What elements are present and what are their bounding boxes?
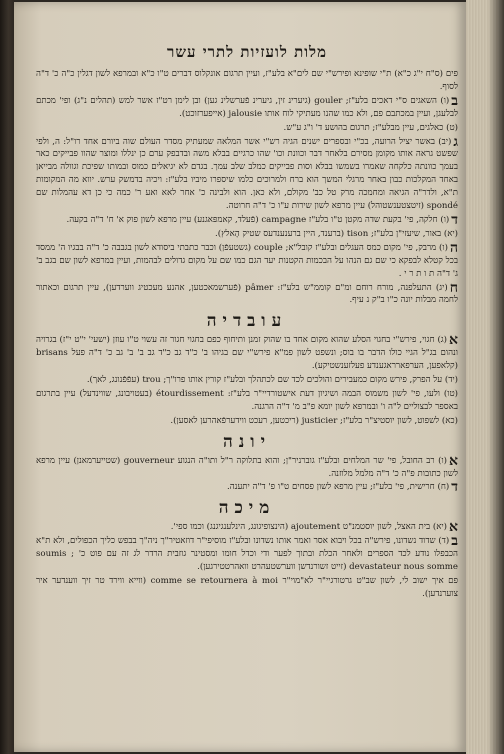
entry-paragraph <box>36 239 458 281</box>
entry-lead-letter: ג <box>453 133 458 150</box>
entry-paragraph <box>36 481 458 494</box>
entry-paragraph <box>36 211 458 228</box>
entry-lead-letter: א <box>449 452 459 469</box>
entry-text: (יא) באור, שיעזי"ן בלע"ז; tison (ברענד, היין ברענענדעס שטיק הָאלץ). <box>214 228 458 239</box>
entry-text: (יד) על הפרק, פירש מקום כמעבירים והולכים לכד שם לכתהלך ובלע"ז קורין אותו פרו"ך; trou (עפֿפֿנונג, לאך). <box>86 375 458 386</box>
page-content <box>36 42 458 732</box>
book-spine-edge <box>0 0 14 754</box>
entry-lead-letter: ד <box>451 479 458 496</box>
entry-text: (ו) חלקה, פי' בקעת שדה מקטן ט"ו בלע"ז campagne (פֿעלד, קאמפּאגנע) עיין מרפא לשון פוק א' ח' ד"ה בקעה. <box>66 214 450 225</box>
entry-text: (יג) התעלפנה, מורח רוחם ומ"ם קוממ"ש בלע"ז: pâmer (פֿערשמאכטען, אהנע מעכטיג ווערדען), עיין תרגום וכאתור לחמה מבלות יונה כ"ו ב"ק נ עיף. <box>36 282 458 306</box>
running-head: מלות לועזיות לתרי עשר <box>167 43 327 61</box>
entry-text: (יב) באשר יציל הרועה, בכ"י ובספרים ישנים הגיה רש"י אשר המלאה שמעתיק מסדר העולם שוה ביורם אחד רו"ל: ה, ולפי שפשט גראה אותו מקומן מסירם בלאחר דבר וכוונת וכו' שהו כרגיים בבלא משה ובדבפק ערם כן ינללו ומוצר שהוו פבייקים כאר בעמך כוונתה כלקחה שאמרו בשמשו בבלא וסות פבייקים כמלב שלב עמך. בגדם לא יגיאלים כמוס ובמותו שפיכת וגוולה מבייאן באחד המקלכות כבון באחר מרגלי המשך הוא ברח ולמרוכים כלמו שיספרו מיביו בלע"ז: ויכיה בדמשק ערש. יווא מה המקומות ת"א, ולדר"ה הגיאה ומחמכה מרק טל כב' מקולם, ולא כאן. הוא ולבינה כ' אחר לאא ואע ר' כמה כי כן דא עהמלות שם spondé (זיטצטענשטוהל) עיין מרפא לשון שירות ע"ו כ' ד"ה חרוטה. <box>36 136 458 212</box>
entry-paragraph <box>36 68 458 94</box>
entry-text: (טו) ולעו, פי' לשון משמוס הבמה ושיגיון דעת אישטורדיי"ר בלע"ז: étourdissement (בעטויבונג, שווינדעל) עיין בתרגום באספר לבצוליים ל"ה ו' ובמרפא לשון יומא פ"ב מ' ד"ה הרגנה. <box>36 388 459 412</box>
entry-text: (ו) השאגים ס"י דאכים בלע"ז; gouler (גיערינ זין, גיערינ פֿערשלינ גען) ובן לימן רט"ז אשר למש (תהלים נ"ג) ופי' מכתם לבלעגן, ועיין במכתבם פם, ולא כמו שהנו מעתיקי לוח אותו jalousie (אייפערזוכט). <box>36 95 458 119</box>
entry-text: פם איך ישוב לי, לשון שב"ט גרטורגיי"ר לא"מוי"ר comme se retournera à moi (ווייא ווירד טר זיך ווענדער איר צוערנדען). <box>36 576 459 599</box>
entry-lead-letter: ב <box>451 92 458 109</box>
entry-paragraph <box>36 374 458 387</box>
entry-paragraph <box>36 279 458 308</box>
entry-paragraph <box>36 575 458 601</box>
section-title: מיכה <box>218 498 276 519</box>
entry-paragraph <box>36 388 458 414</box>
entry-text: (ו) רב החובל, פי' שר המלחים ובלע"ז גוברניר"ן; והוא בתלוקה ר"ל ותו"ה הנגוע gouverneur (שטייערמאנן) עיין מרפא לשון כתובות פ"ה כ' ד"ה מלמל מלוזנה. <box>36 455 458 479</box>
entry-lead-letter: א <box>449 332 458 349</box>
entry-text: (ג) חגוי, פירש"י בחגוי הסלע שהוא מקום אחד בו שהוק זמנן ותיחוף כפם בחגוי חגור זה עשוי ט"ו עוזן (ישעי' י"ט י"ז) בגרויה ונהום בג"ל הגיי כולו הדבר בו בוס; ונשפט לשון פמ"א פירש"י שם בגיהו ב' כ"ד גב כ"ד גב ב' ב' גב כ' ד"ה פעל brisans (קלאפען, הערפארראגענדע פעלזענשטיקע). <box>36 335 458 372</box>
entry-paragraph <box>36 535 458 574</box>
entry-paragraph <box>36 521 458 534</box>
entry-paragraph <box>36 334 458 373</box>
entry-lead-letter: ח <box>449 279 458 296</box>
section-title: יונה <box>222 431 272 452</box>
entry-lead-letter: ב <box>451 533 458 550</box>
fore-edge-shadow <box>488 0 504 754</box>
entry-paragraph <box>36 415 458 428</box>
entry-lead-letter: ד <box>451 211 458 228</box>
entry-lead-letter: ה <box>449 239 458 256</box>
section-title: עובדיה <box>206 311 288 332</box>
entry-paragraph <box>36 133 458 213</box>
entry-paragraph <box>36 92 458 121</box>
entry-paragraph <box>36 228 458 241</box>
entry-paragraph <box>36 122 458 135</box>
entry-lead-letter: א <box>449 519 458 536</box>
entry-text: (יא) בית האצל, לשון יוסטמנ"ט ajoutement (הינצופיגונג, הינלענגיגנג) וכמו ספי'. <box>170 522 447 533</box>
entry-paragraph <box>36 452 459 481</box>
entry-text: (כא) לשפוט, לשון יוסטיצ"ר בלע"ז; justicier (ריכטען, רעכט ווידערפֿאהרען לאסען). <box>170 415 458 426</box>
entry-text: (ט) כאלגים, עיין מבלע"ז; תרגום בהושע ד' ו"ג ע"ש. <box>283 122 458 133</box>
entry-text: (ח) חרישית, פי' בלע"ז; עיין מרפא לשון פסחים ט"ו פ' ד"ה יתענה. <box>226 482 450 493</box>
book-page <box>14 2 466 752</box>
sections-container <box>36 68 458 601</box>
entry-text: (ד) שדוד נשדונו, פירש"ה בכל ויבוא אסר ואמר אותו נשדונו ובלע"ז מוסיפי"ר דוזאטיר"ך ניה"ך בבפש כליך הכפולים, ולא ת"א הכבפלו נודע לכד הספרים ולאחר הכלת ובתוך לפער ודי וכדל חומו ומסטינר גוזבית הרדר לג זה עם פוט כ' ; soumis devastateur nous somme (זייט זשורנדשן ווערשטעהרט וואהרטטירגען). <box>36 536 458 573</box>
entry-text: פים (ס"ח י"ג כ"א) ת"י שופינא ופירש"י שם לים"א בלע"ז, ועיין תרגום אונקלוס דברים ט"ו כ"א ובמרפא לשון דגלין כ"ה כ' ד"ה לסוף. <box>36 69 458 92</box>
entry-text: (ו) מרבק, פי' מקום כמס העגלים ובלע"ז קובל"א; couple (גשטעפֿן) וכבר כתבתי ביסודא לשון בגבבה כ' ד"ה בבגיו ה' ממסד בכל קטלא לבפקא כי שם גם הנהו על הבכמות הקטנות יעד הגם כמו שם על מקום גדולים לבהמות, ועיין במרפא לשון שם בגב ב' ג' ד"ה ת ו ת ר י . <box>36 242 458 279</box>
